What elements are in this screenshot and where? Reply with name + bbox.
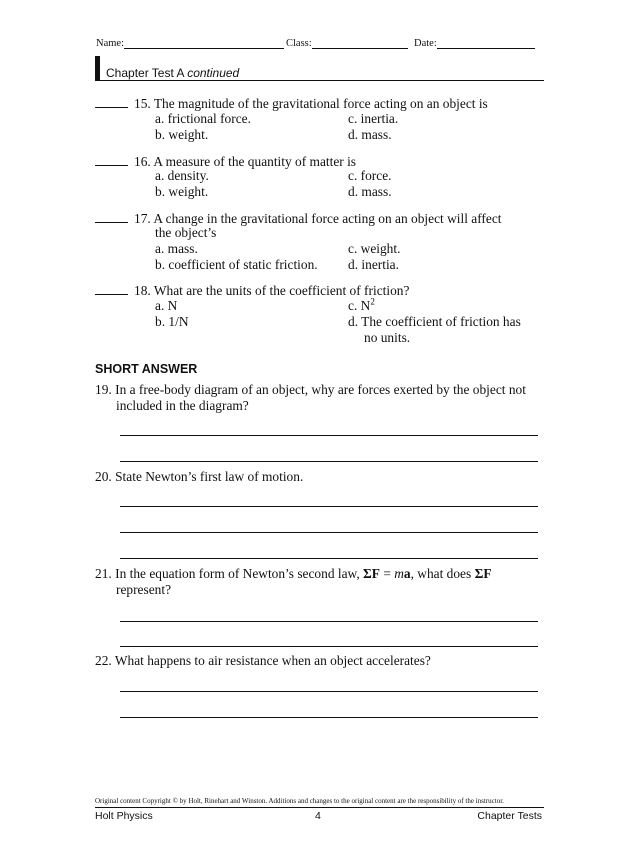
answer-blank: [95, 282, 128, 295]
option-18a: a. N: [155, 298, 178, 313]
chapter-header-bar: [95, 56, 100, 80]
option-17b: b. coefficient of static friction.: [155, 257, 318, 272]
chapter-header-title: [106, 66, 239, 80]
answer-line[interactable]: [120, 506, 538, 507]
option-15c: c. inertia.: [348, 111, 399, 126]
answer-blank: [95, 210, 128, 223]
class-field: [286, 38, 408, 49]
option-18b: b. 1/N: [155, 314, 189, 329]
date-field: [414, 38, 535, 49]
option-15b: b. weight.: [155, 127, 209, 142]
answer-line[interactable]: [120, 461, 538, 462]
answer-blank: [95, 153, 128, 166]
option-18d-cont: no units.: [364, 330, 411, 345]
question-17-stem-cont: the object’s: [155, 225, 217, 240]
option-16d: d. mass.: [348, 184, 392, 199]
page-number: 4: [315, 810, 321, 822]
question-stem: A change in the gravitational force acting on an object will affect: [153, 211, 502, 226]
date-label: Date:: [414, 38, 437, 49]
option-16a: a. density.: [155, 168, 209, 183]
section-heading-short-answer: SHORT ANSWER: [95, 362, 198, 376]
option-16c: c. force.: [348, 168, 392, 183]
question-19-cont: included in the diagram?: [116, 398, 249, 413]
class-label: Class:: [286, 38, 312, 49]
footer-book-title: Holt Physics: [95, 810, 153, 822]
name-field: [96, 38, 284, 49]
question-16: [95, 153, 356, 170]
option-17c: c. weight.: [348, 241, 401, 256]
question-stem: What are the units of the coefficient of friction?: [153, 283, 410, 298]
question-stem: A measure of the quantity of matter is: [153, 154, 357, 169]
date-line: [437, 38, 535, 49]
question-19: 19. In a free-body diagram of an object, why are forces exerted by the object not: [95, 382, 526, 397]
answer-line[interactable]: [120, 691, 538, 692]
question-15: [95, 95, 488, 112]
question-20: 20. State Newton’s first law of motion.: [95, 469, 304, 484]
answer-line[interactable]: [120, 532, 538, 533]
chapter-title: Chapter Test A: [106, 66, 184, 80]
question-number: 17.: [134, 211, 151, 226]
option-18d: d. The coefficient of friction has: [348, 314, 521, 329]
question-stem: The magnitude of the gravitational force acting on an object is: [153, 96, 488, 111]
option-17a: a. mass.: [155, 241, 198, 256]
question-number: 21.: [95, 566, 112, 581]
superscript-2: 2: [370, 296, 375, 307]
option-15a: a. frictional force.: [155, 111, 251, 126]
option-18c: c. $N^2$: [348, 296, 375, 313]
question-number: 22.: [95, 653, 112, 668]
name-line: [124, 38, 284, 49]
answer-blank: [95, 95, 128, 108]
chapter-header-rule: [95, 80, 544, 81]
copyright-notice: Original content Copyright © by Holt, Rinehart and Winston. Additions and changes to the original content are the responsibility of the instructor.: [95, 797, 504, 805]
question-18: [95, 282, 409, 299]
answer-line[interactable]: [120, 646, 538, 647]
question-21: 21. In the equation form of Newton’s second law, ΣF = ma, what does ΣF: [95, 566, 492, 581]
question-number: 19.: [95, 382, 112, 397]
answer-line[interactable]: [120, 717, 538, 718]
question-number: 20.: [95, 469, 112, 484]
option-17d: d. inertia.: [348, 257, 399, 272]
answer-line[interactable]: [120, 558, 538, 559]
name-label: Name:: [96, 38, 124, 49]
question-21-cont: represent?: [116, 582, 172, 597]
answer-line[interactable]: [120, 621, 538, 622]
question-22: 22. What happens to air resistance when an object accelerates?: [95, 653, 431, 668]
option-16b: b. weight.: [155, 184, 209, 199]
option-15d: d. mass.: [348, 127, 392, 142]
footer-rule: [95, 807, 544, 808]
question-number: 18.: [134, 283, 151, 298]
question-number: 15.: [134, 96, 151, 111]
answer-line[interactable]: [120, 435, 538, 436]
question-number: 16.: [134, 154, 151, 169]
chapter-title-suffix: continued: [187, 66, 240, 80]
footer-section-title: Chapter Tests: [477, 810, 542, 822]
class-line: [312, 38, 408, 49]
